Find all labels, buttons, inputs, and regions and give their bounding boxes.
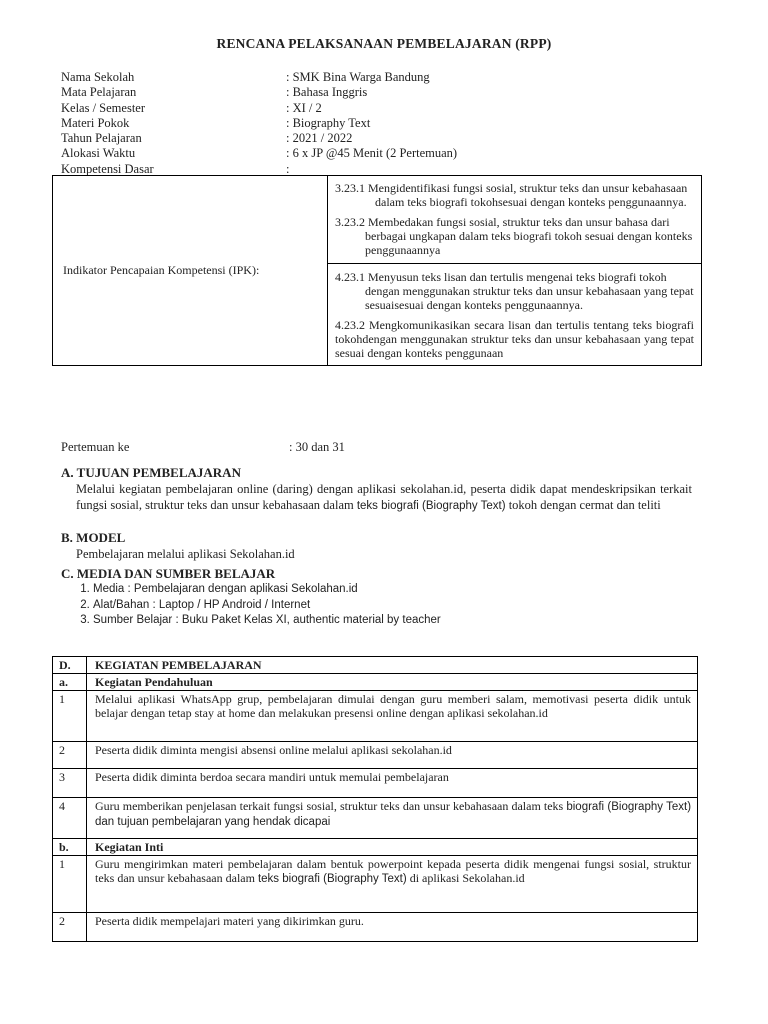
row-heading: KEGIATAN PEMBELAJARAN bbox=[87, 657, 698, 674]
list-item: 2. Alat/Bahan : Laptop / HP Android / Internet bbox=[93, 598, 441, 614]
row-text bbox=[87, 798, 698, 839]
info-value: : SMK Bina Warga Bandung bbox=[286, 70, 430, 84]
section-model bbox=[61, 530, 692, 562]
body-text-sans: dan tujuan pembelajaran yang hendak dicapai bbox=[95, 816, 331, 828]
table-row bbox=[53, 691, 698, 742]
pertemuan-label: Pertemuan ke bbox=[61, 440, 130, 454]
section-tujuan bbox=[61, 465, 692, 514]
info-label: Kelas / Semester bbox=[61, 100, 146, 115]
row-heading: Kegiatan Inti bbox=[87, 839, 698, 856]
media-list bbox=[61, 582, 441, 629]
ipk-item: 4.23.1 Menyusun teks lisan dan tertulis mengenai teks biografi tokoh dengan menggunakan struktur teks dan unsur kebahasaan yang tepat sesuaisesuai dengan konteks penggunaannya. bbox=[335, 270, 694, 312]
info-value: : 6 x JP @45 Menit (2 Pertemuan) bbox=[286, 146, 458, 161]
ipk-item: 3.23.1 Mengidentifikasi fungsi sosial, struktur teks dan unsur kebahasaan dalam teks biografi tokohsesuai dengan konteks penggunaannya. bbox=[335, 181, 688, 209]
row-number: 1 bbox=[53, 856, 87, 913]
body-text-sans: teks biografi (Biography Text) bbox=[356, 500, 506, 512]
info-label: Nama Sekolah bbox=[61, 70, 135, 84]
row-text: Peserta didik diminta berdoa secara mandiri untuk memulai pembelajaran bbox=[87, 769, 698, 798]
table-row bbox=[53, 913, 698, 942]
table-row bbox=[53, 856, 698, 913]
info-label: Mata Pelajaran bbox=[61, 85, 137, 100]
ipk-divider bbox=[328, 263, 701, 264]
ipk-table bbox=[52, 175, 702, 366]
info-value: : bbox=[286, 161, 290, 176]
row-text: Melalui aplikasi WhatsApp grup, pembelajaran dimulai dengan guru memberi salam, memotivasi peserta didik untuk belajar dengan tetap stay at home dan melakukan presensi online dengan aplikasi sekolahan.id bbox=[87, 691, 698, 742]
document-title: RENCANA PELAKSANAAN PEMBELAJARAN (RPP) bbox=[216, 36, 552, 51]
info-value: : Bahasa Inggris bbox=[286, 85, 368, 100]
ipk-item: 4.23.2 Mengkomunikasikan secara lisan dan tertulis tentang teks biografi tokohdengan menggunakan struktur teks dan unsur kebahasaan yang tepat sesuai dengan konteks penggunaan bbox=[335, 318, 694, 360]
info-label: Tahun Pelajaran bbox=[61, 131, 142, 146]
table-row bbox=[53, 839, 698, 856]
table-row bbox=[53, 798, 698, 839]
info-value: : XI / 2 bbox=[286, 100, 322, 115]
section-heading: C. MEDIA DAN SUMBER BELAJAR bbox=[61, 566, 276, 581]
body-text-sans: teks biografi (Biography Text) bbox=[257, 873, 407, 885]
body-text: tokoh dengan cermat dan teliti bbox=[508, 498, 661, 512]
list-item: 3. Sumber Belajar : Buku Paket Kelas XI, authentic material by teacher bbox=[93, 613, 441, 629]
ipk-content bbox=[328, 176, 702, 366]
row-heading: Kegiatan Pendahuluan bbox=[87, 674, 698, 691]
body-text: Guru mengirimkan materi pembelajaran dalam bentuk powerpoint kepada peserta didik mengenai fungsi sosial, struktur teks dan unsur kebahasaan dalam bbox=[95, 857, 691, 885]
section-body bbox=[61, 481, 692, 514]
row-number: 4 bbox=[53, 798, 87, 839]
info-value: : 2021 / 2022 bbox=[286, 131, 353, 146]
table-row bbox=[53, 742, 698, 769]
row-number: D. bbox=[53, 657, 87, 674]
body-text: Guru memberikan penjelasan terkait fungsi sosial, struktur teks dan unsur kebahasaan dalam teks bbox=[95, 799, 564, 813]
pertemuan-value: : 30 dan 31 bbox=[289, 440, 345, 454]
row-text bbox=[87, 856, 698, 913]
ipk-label: Indikator Pencapaian Kompetensi (IPK): bbox=[53, 176, 328, 366]
section-body: Pembelajaran melalui aplikasi Sekolahan.id bbox=[76, 547, 295, 561]
body-text: Melalui kegiatan pembelajaran online (daring) dengan aplikasi sekolahan.id, peserta didik dapat mendeskripsikan terkait fungsi sosial, struktur teks dan unsur kebahasaan dalam bbox=[76, 482, 692, 512]
row-text: Peserta didik mempelajari materi yang dikirimkan guru. bbox=[87, 913, 698, 942]
info-value: : Biography Text bbox=[286, 115, 371, 130]
row-number: b. bbox=[53, 839, 87, 856]
table-row bbox=[53, 769, 698, 798]
table-row bbox=[53, 657, 698, 674]
row-number: a. bbox=[53, 674, 87, 691]
table-row bbox=[53, 674, 698, 691]
section-media bbox=[61, 566, 441, 629]
pertemuan-row bbox=[61, 440, 345, 455]
row-number: 3 bbox=[53, 769, 87, 798]
body-text-sans: biografi (Biography Text) bbox=[566, 801, 692, 813]
row-number: 2 bbox=[53, 742, 87, 769]
list-item: 1. Media : Pembelajaran dengan aplikasi Sekolahan.id bbox=[93, 582, 441, 598]
section-heading: B. MODEL bbox=[61, 530, 126, 545]
section-heading: A. TUJUAN PEMBELAJARAN bbox=[61, 465, 241, 480]
ipk-item: 3.23.2 Membedakan fungsi sosial, struktur teks dan unsur bahasa dari berbagai ungkapan dalam teks biografi tokoh sesuai dengan konteks penggunaannya bbox=[335, 215, 693, 257]
row-number: 2 bbox=[53, 913, 87, 942]
row-text: Peserta didik diminta mengisi absensi online melalui aplikasi sekolahan.id bbox=[87, 742, 698, 769]
info-label: Materi Pokok bbox=[61, 115, 130, 130]
info-label: Kompetensi Dasar bbox=[61, 161, 154, 176]
kegiatan-table bbox=[52, 656, 698, 942]
info-label: Alokasi Waktu bbox=[61, 146, 136, 161]
row-number: 1 bbox=[53, 691, 87, 742]
body-text: di aplikasi Sekolahan.id bbox=[409, 871, 525, 885]
